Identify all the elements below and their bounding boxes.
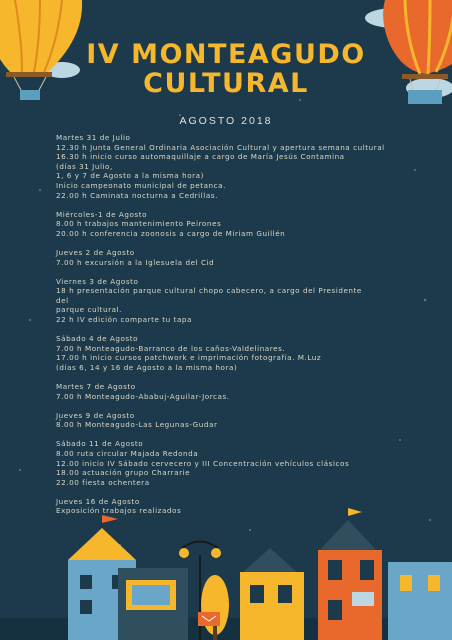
day-heading: Miércoles-1 de Agosto (56, 209, 148, 219)
day-heading: Jueves 2 de Agosto (56, 247, 135, 257)
day-heading: Martes 7 de Agosto (56, 381, 136, 391)
event-line: Exposición trabajos realizados (56, 506, 182, 516)
event-line: 8.00 ruta circular Majada Redonda (56, 448, 199, 458)
event-line: 8.00 h trabajos mantenimiento Peirones (56, 219, 222, 229)
event-line: 17.00 h inicio cursos patchwork e imprimación fotografía. M.Luz (56, 353, 322, 363)
event-line: 16.30 h inicio curso automaquillaje a cargo de María Jesús Contamina (56, 152, 345, 162)
title-line1: IV MONTEAGUDO (86, 39, 366, 70)
event-line: 7.00 h Monteagudo-Barranco de los caños-Valdelinares. (56, 343, 286, 353)
event-line: del (56, 295, 69, 305)
event-line: (días 6, 14 y 16 de Agosto a la misma hora) (56, 362, 238, 372)
event-line: 22 h IV edición comparte tu tapa (56, 315, 193, 324)
event-line: 12.00 inicio IV Sábado cervecero y III Concentración vehículos clásicos (56, 458, 350, 468)
day-heading: Sábado 11 de Agosto (56, 439, 144, 449)
event-line: (días 31 Julio, (56, 161, 113, 171)
event-line: 7.00 h excursión a la Iglesuela del Cid (56, 257, 215, 267)
day-heading: Martes 31 de Julio (56, 133, 131, 142)
day-heading: Jueves 16 de Agosto (56, 496, 140, 506)
subtitle: AGOSTO 2018 (179, 115, 273, 127)
event-line: 1, 6 y 7 de Agosto a la misma hora) (56, 171, 204, 181)
day-heading: Viernes 3 de Agosto (56, 276, 139, 286)
event-line: 8.00 h Monteagudo-Las Legunas-Gudar (56, 420, 218, 430)
event-line: 22.00 fiesta ochentera (56, 477, 150, 487)
day-heading: Jueves 9 de Agosto (56, 410, 135, 420)
event-line: 22.00 h Caminata nocturna a Cedrillas. (56, 190, 218, 200)
event-line: parque cultural. (56, 305, 122, 315)
day-heading: Sábado 4 de Agosto (56, 334, 139, 344)
event-line: 18 h presentación parque cultural chopo cabecero, a cargo del Presidente (56, 286, 362, 296)
event-line: 12.30 h Junta General Ordinaria Asociación Cultural y apertura semana cultural (56, 142, 385, 152)
title-line2: CULTURAL (143, 68, 309, 99)
event-line: 20.00 h conferencia zoonosis a cargo de Miriam Guillén (56, 228, 286, 238)
event-line: 7.00 h Monteagudo-Ababuj-Aguilar-Jorcas. (56, 391, 230, 401)
event-line: Inicio campeonato municipal de petanca. (56, 180, 226, 190)
event-line: 18.00 actuación grupo Charrarie (56, 468, 191, 478)
